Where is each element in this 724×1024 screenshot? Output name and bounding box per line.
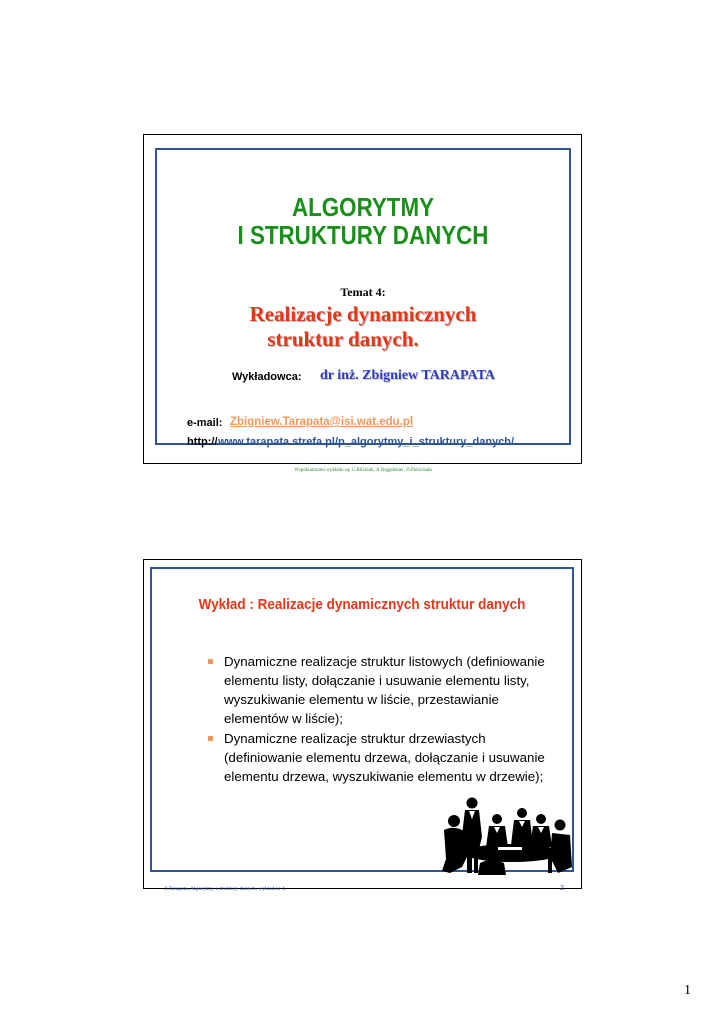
topic-list	[212, 652, 562, 787]
email-label: e-mail:	[187, 417, 223, 429]
lecturer-label: Wykładowca:	[232, 371, 302, 383]
title-line-2: I STRUKTURY DANYCH	[237, 220, 489, 250]
slide-1	[143, 134, 582, 473]
list-item-text: Dynamiczne realizacje struktur drzewiastych (definiowanie elementu drzewa, dołączanie i usuwanie elementu drzewa, wyszukiwanie elementu w drzewie);	[224, 731, 545, 784]
bullet-square-icon	[208, 659, 213, 664]
meeting-people-clipart	[440, 797, 572, 875]
subtitle-line-2: struktur danych.	[267, 327, 419, 351]
topic-label: Temat 4:	[340, 285, 386, 299]
course-url-link[interactable]: www.tarapata.strefa.pl/p_algorytmy_i_struktury_danych/	[218, 436, 515, 448]
list-item	[212, 729, 562, 786]
lecturer-name: dr inż. Zbigniew TARAPATA	[320, 368, 496, 383]
slide-2	[143, 559, 582, 892]
bullet-square-icon	[208, 736, 213, 741]
slide-2-frame	[150, 567, 574, 892]
slide-number: 2	[560, 885, 564, 892]
coauthors-footer: Współautorami wykładu są: G.Bliźniuk, A.Najgebauer, D.Pierzchała	[294, 468, 432, 473]
list-item-text: Dynamiczne realizacje struktur listowych (definiowanie elementu listy, dołączanie i usuwanie elementu listy, wyszukiwanie elementu w liście, przestawianie elementów w liście);	[224, 654, 545, 726]
list-item	[212, 652, 562, 728]
email-link[interactable]: Zbigniew.Tarapata@isi.wat.edu.pl	[230, 416, 414, 428]
subtitle-line-1: Realizacje dynamicznych	[249, 302, 477, 326]
title-line-1: ALGORYTMY	[291, 192, 435, 222]
lecture-title: Wykład : Realizacje dynamicznych struktur danych	[198, 596, 526, 613]
slide-1-frame	[155, 148, 571, 473]
url-prefix: http://	[187, 436, 218, 448]
page-number: 1	[684, 983, 691, 998]
slide-footer: Z.Tarapata, Algorytmy i struktury danych, wykład nr 4	[164, 886, 285, 892]
